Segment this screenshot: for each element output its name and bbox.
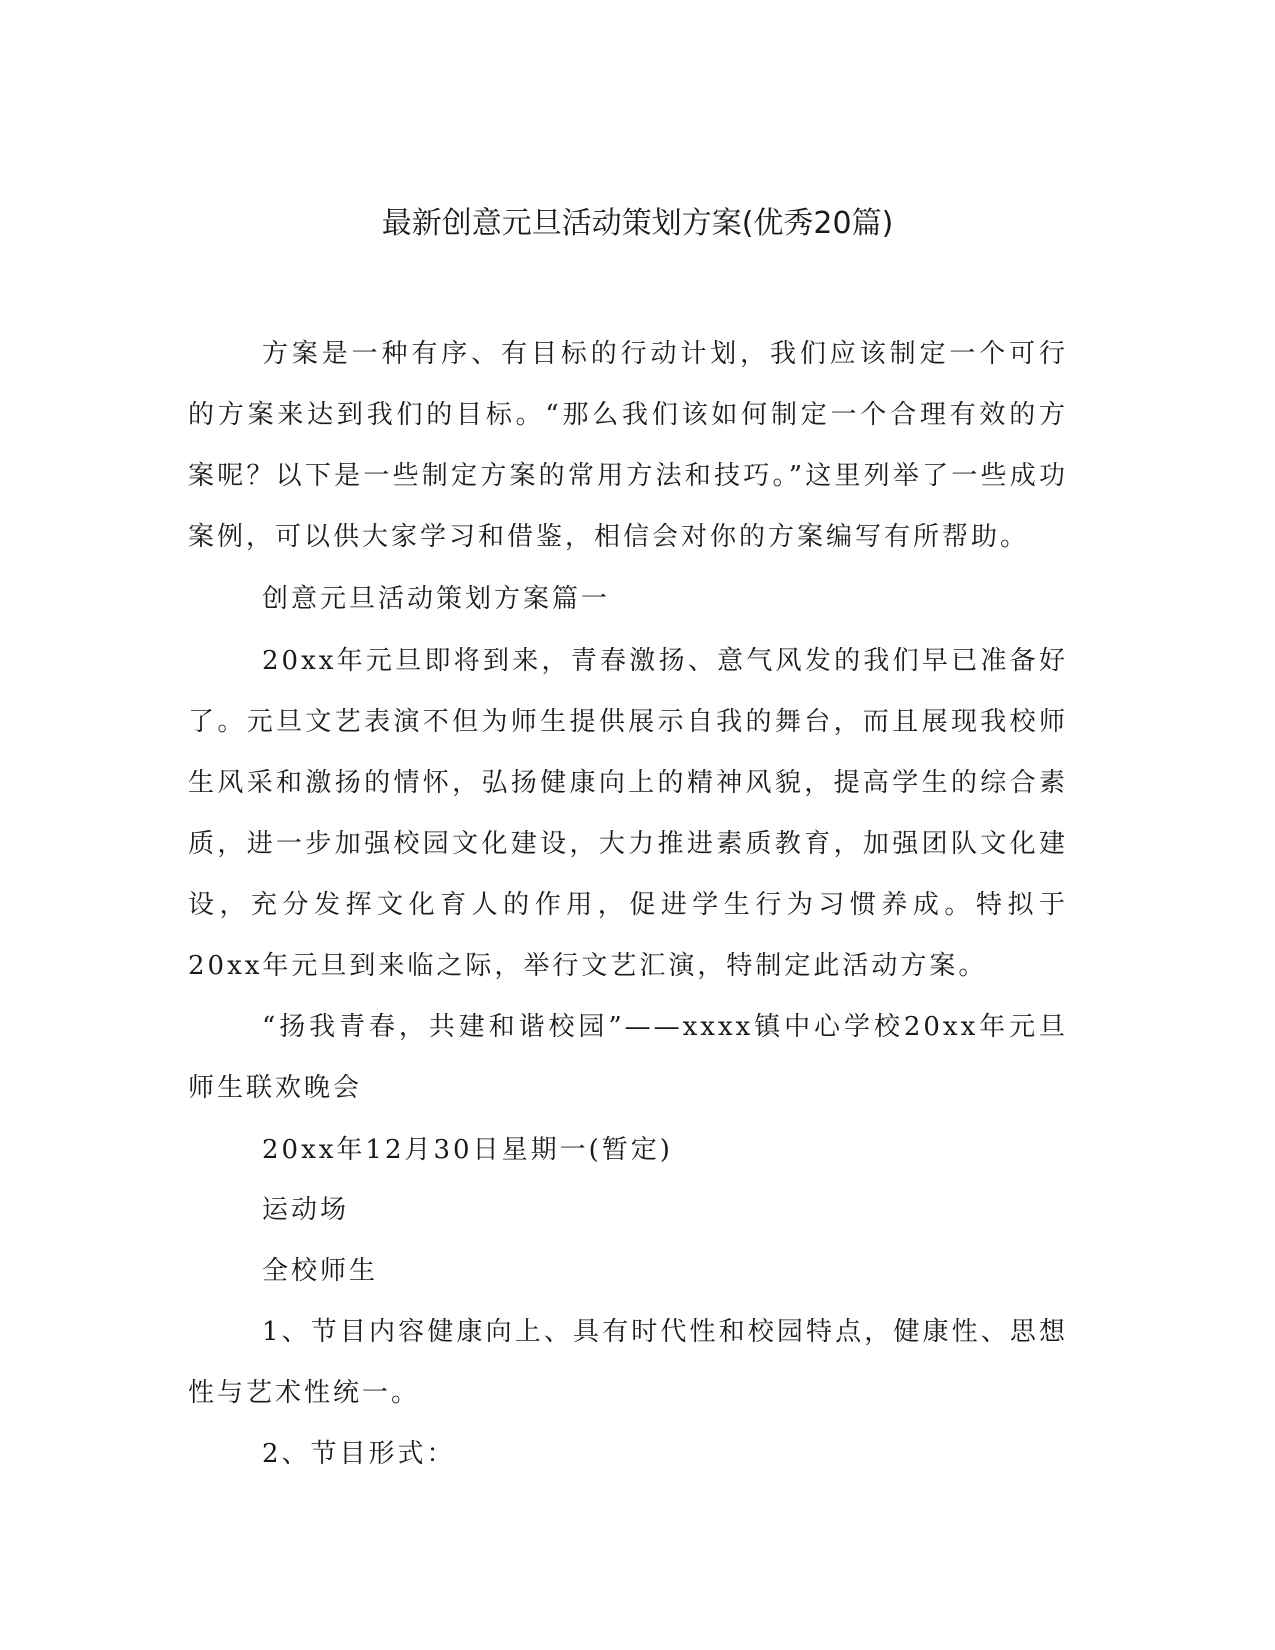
body-paragraph: 20xx年元旦即将到来，青春激扬、意气风发的我们早已准备好了。元旦文艺表演不但为师生提供展示自我的舞台，而且展现我校师生风采和激扬的情怀，弘扬健康向上的精神风貌，提高学生的综合素质，进一步加强校园文化建设，大力推进素质教育，加强团队文化建设，充分发挥文化育人的作用，促进学生行为习惯养成。特拟于20xx年元旦到来临之际，举行文艺汇演，特制定此活动方案。 bbox=[188, 646, 1068, 981]
event-theme: “扬我青春，共建和谐校园”——xxxx镇中心学校20xx年元旦师生联欢晚会 bbox=[188, 1012, 1068, 1103]
intro-paragraph: 方案是一种有序、有目标的行动计划，我们应该制定一个可行的方案来达到我们的目标。“那么我们该如何制定一个合理有效的方案呢？以下是一些制定方案的常用方法和技巧。”这里列举了一些成功案例，可以供大家学习和借鉴，相信会对你的方案编写有所帮助。 bbox=[188, 339, 1068, 552]
section-heading: 创意元旦活动策划方案篇一 bbox=[262, 584, 611, 614]
document-title: 最新创意元旦活动策划方案(优秀20篇) bbox=[381, 206, 894, 241]
requirement-item-1: 1、节目内容健康向上、具有时代性和校园特点，健康性、思想性与艺术性统一。 bbox=[188, 1317, 1068, 1408]
requirement-item-2: 2、节目形式： bbox=[262, 1439, 456, 1469]
event-date: 20xx年12月30日星期一(暂定) bbox=[262, 1135, 673, 1165]
event-participants: 全校师生 bbox=[262, 1256, 379, 1286]
event-location: 运动场 bbox=[262, 1195, 350, 1225]
